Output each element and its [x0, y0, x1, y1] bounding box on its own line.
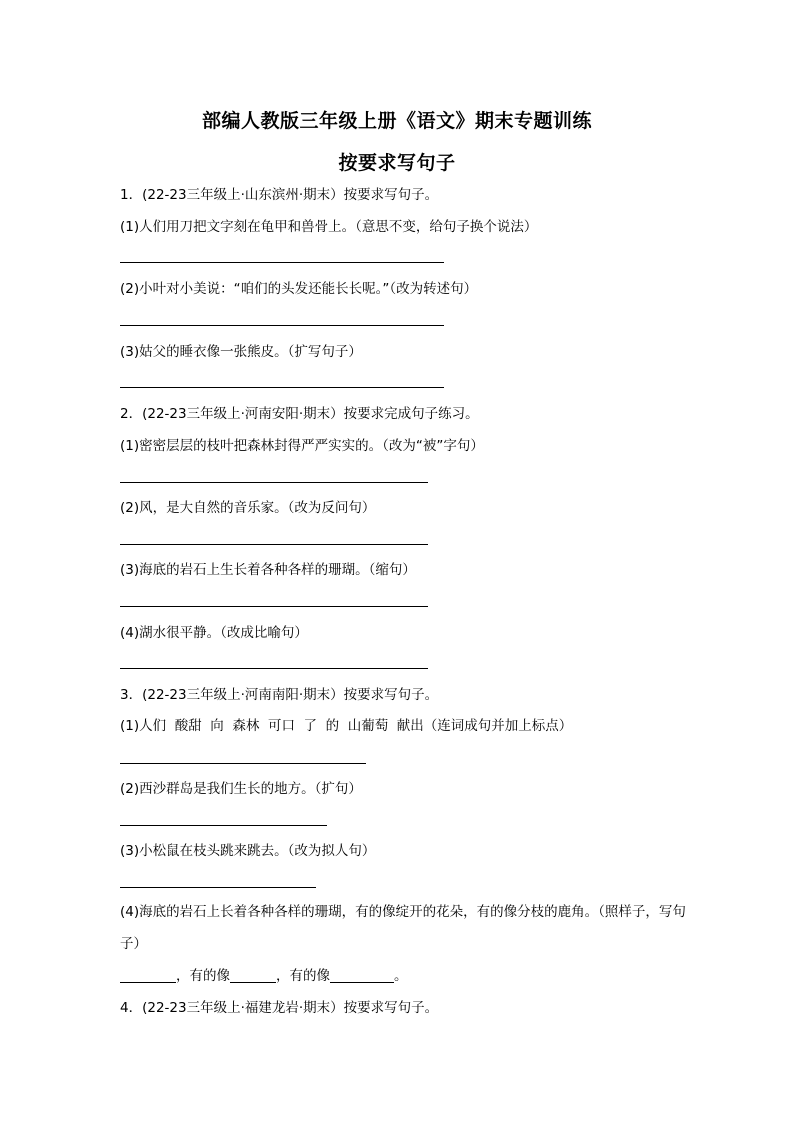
- question-3-stem: 3．(22-23三年级上·河南南阳·期末）按要求写句子。: [120, 687, 439, 703]
- q2-item-1: (1)密密层层的枝叶把森林封得严严实实的。（改为“被”字句）: [120, 438, 484, 454]
- answer-line[interactable]: [120, 482, 428, 483]
- answer-line[interactable]: [120, 325, 444, 326]
- q1-item-2: (2)小叶对小美说：“咱们的头发还能长长呢。”（改为转述句）: [120, 281, 478, 297]
- answer-line[interactable]: [120, 544, 428, 545]
- question-4-stem: 4．(22-23三年级上·福建龙岩·期末）按要求写句子。: [120, 1000, 439, 1016]
- fill-blank[interactable]: [330, 968, 394, 983]
- q3-item-2: (2)西沙群岛是我们生长的地方。（扩句）: [120, 781, 362, 797]
- fill-text: 。: [394, 968, 408, 984]
- q2-item-4: (4)湖水很平静。（改成比喻句）: [120, 625, 308, 641]
- page-title: 部编人教版三年级上册《语文》期末专题训练: [201, 110, 592, 132]
- q1-item-3: (3)姑父的睡衣像一张熊皮。（扩写句子）: [120, 344, 362, 360]
- answer-line[interactable]: [120, 763, 366, 764]
- answer-line[interactable]: [120, 668, 428, 669]
- fill-text: ，有的像: [276, 968, 330, 984]
- fill-text: ，有的像: [176, 968, 230, 984]
- q3-item-1: (1)人们 酸甜 向 森林 可口 了 的 山葡萄 献出（连词成句并加上标点）: [120, 718, 573, 734]
- q3-item-3: (3)小松鼠在枝头跳来跳去。（改为拟人句）: [120, 843, 376, 859]
- answer-line[interactable]: [120, 387, 444, 388]
- answer-line[interactable]: [120, 887, 316, 888]
- answer-line[interactable]: [120, 606, 428, 607]
- q2-item-3: (3)海底的岩石上生长着各种各样的珊瑚。（缩句）: [120, 562, 416, 578]
- fill-blank[interactable]: [230, 968, 276, 983]
- answer-line[interactable]: [120, 825, 327, 826]
- fill-blank[interactable]: [120, 968, 176, 983]
- q3-item-4: (4)海底的岩石上长着各种各样的珊瑚，有的像绽开的花朵，有的像分枝的鹿角。（照样子，写句子）: [120, 904, 686, 952]
- question-2-stem: 2．(22-23三年级上·河南安阳·期末）按要求完成句子练习。: [120, 406, 479, 422]
- q1-item-1: (1)人们用刀把文字刻在龟甲和兽骨上。（意思不变，给句子换个说法）: [120, 219, 538, 235]
- q3-fill-in-row: [120, 967, 408, 985]
- answer-line[interactable]: [120, 262, 444, 263]
- question-1-stem: 1．(22-23三年级上·山东滨州·期末）按要求写句子。: [120, 187, 439, 203]
- q2-item-2: (2)风，是大自然的音乐家。（改为反问句）: [120, 500, 376, 516]
- page-subtitle: 按要求写句子: [338, 152, 456, 174]
